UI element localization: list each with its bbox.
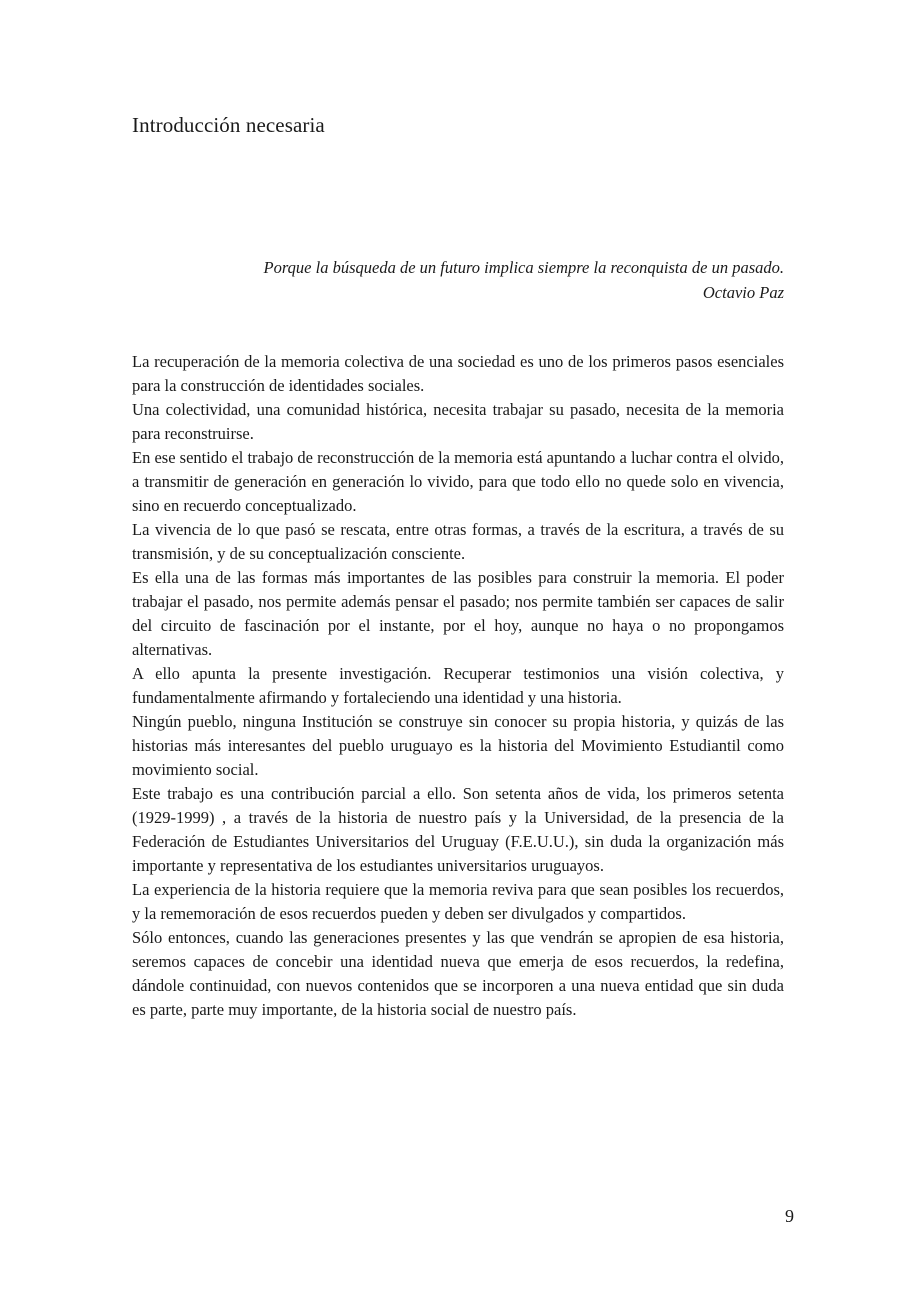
epigraph-author: Octavio Paz [702,283,784,302]
paragraph: Es ella una de las formas más importantes de las posibles para construir la memoria. El poder trabajar el pasado, nos permite además pensar el pasado; nos permite también ser capaces de salir del circuito de fascinación por el instante, por el hoy, aunque no haya o no propongamos alternativas. [132,568,784,659]
paragraph: Una colectividad, una comunidad histórica, necesita trabajar su pasado, necesita de la memoria para reconstruirse. [132,400,784,443]
epigraph [200,255,784,305]
body-text [132,350,784,1022]
paragraph: A ello apunta la presente investigación. Recuperar testimonios una visión colectiva, y fundamentalmente afirmando y fortaleciendo una identidad y una historia. [132,664,784,707]
paragraph: Ningún pueblo, ninguna Institución se construye sin conocer su propia historia, y quizás de las historias más interesantes del pueblo uruguayo es la historia del Movimiento Estudiantil como movimiento social. [132,712,784,779]
paragraph: La experiencia de la historia requiere que la memoria reviva para que sean posibles los recuerdos, y la rememoración de esos recuerdos pueden y deben ser divulgados y compartidos. [132,880,784,923]
paragraph: Este trabajo es una contribución parcial a ello. Son setenta años de vida, los primeros setenta (1929-1999) , a través de la historia de nuestro país y la Universidad, de la presencia de la Federación de Estudiantes Universitarios del Uruguay (F.E.U.U.), sin duda la organización más importante y representativa de los estudiantes universitarios uruguayos. [132,784,784,875]
chapter-title: Introducción necesaria [132,113,325,137]
paragraph: En ese sentido el trabajo de reconstrucción de la memoria está apuntando a luchar contra el olvido, a transmitir de generación en generación lo vivido, para que todo ello no quede solo en vivencia, sino en recuerdo conceptualizado. [132,448,784,515]
paragraph: Sólo entonces, cuando las generaciones presentes y las que vendrán se apropien de esa historia, seremos capaces de concebir una identidad nueva que emerja de esos recuerdos, la redefina, dándole continuidad, con nuevos contenidos que se incorporen a una nueva entidad que sin duda es parte, parte muy importante, de la historia social de nuestro país. [132,928,784,1019]
page-number: 9 [785,1206,794,1226]
paragraph: La recuperación de la memoria colectiva de una sociedad es uno de los primeros pasos esenciales para la construcción de identidades sociales. [132,352,784,395]
epigraph-quote: Porque la búsqueda de un futuro implica siempre la reconquista de un pasado. [263,258,784,277]
paragraph: La vivencia de lo que pasó se rescata, entre otras formas, a través de la escritura, a través de su transmisión, y de su conceptualización consciente. [132,520,784,563]
